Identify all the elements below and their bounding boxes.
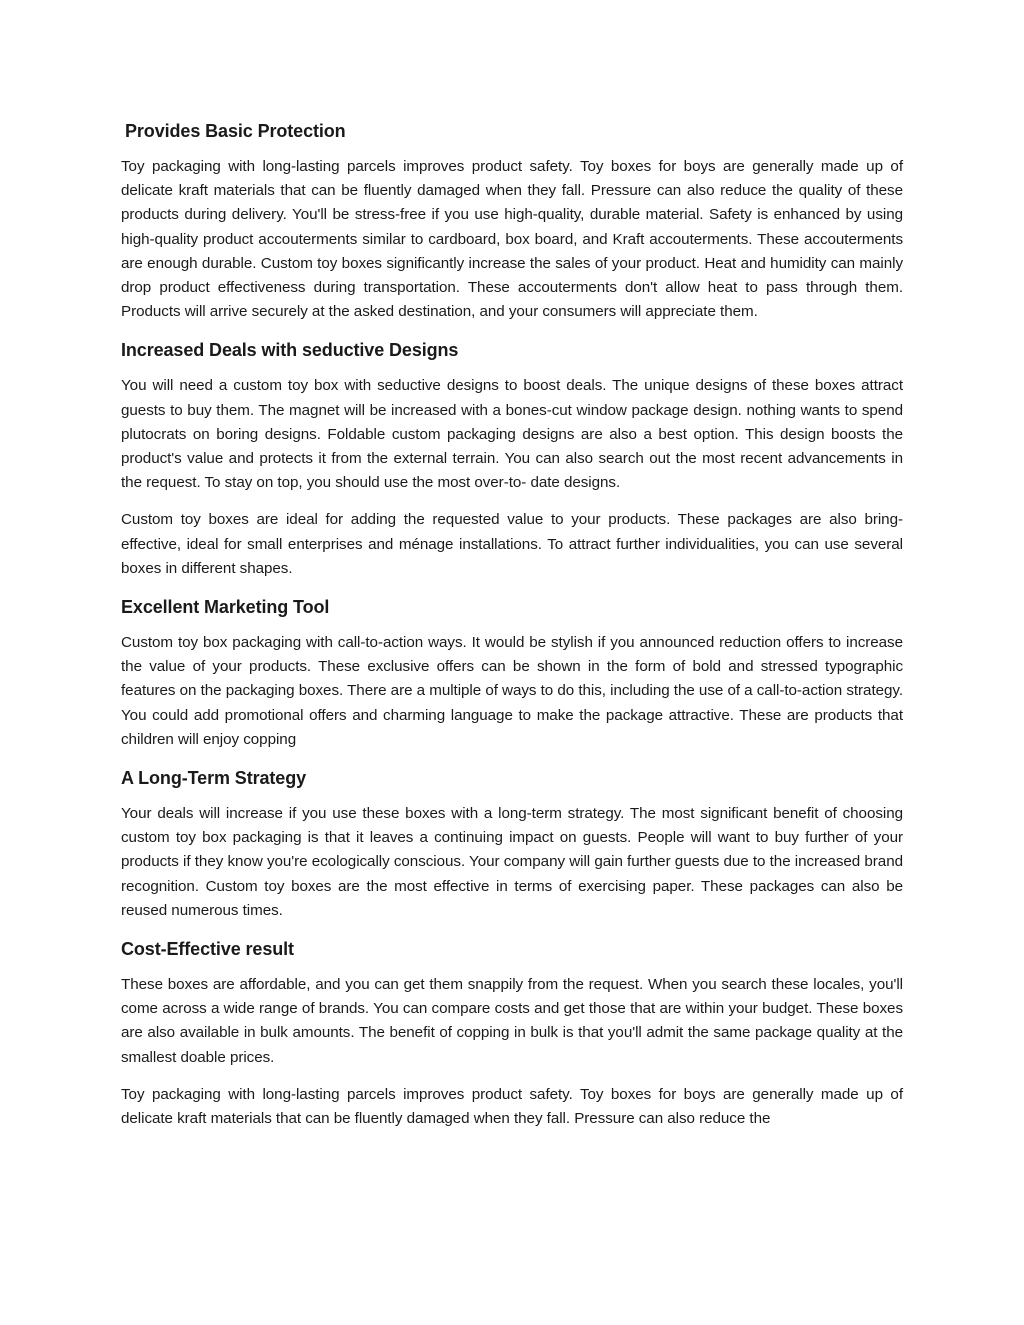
section-heading: A Long-Term Strategy bbox=[121, 768, 307, 789]
section-heading: Increased Deals with seductive Designs bbox=[121, 340, 459, 361]
section-heading: Excellent Marketing Tool bbox=[121, 597, 330, 618]
document-page bbox=[121, 118, 903, 1144]
paragraph: Custom toy box packaging with call-to-action ways. It would be stylish if you announced reduction offers to increase the value of your products. These exclusive offers can be shown in the form of bold and stressed typographic features on the packaging boxes. There are a multiple of ways to do this, including the use of a call-to-action strategy. You could add promotional offers and charming language to make the package attractive. These are products that children will enjoy copping bbox=[121, 634, 903, 748]
paragraph: Your deals will increase if you use these boxes with a long-term strategy. The most significant benefit of choosing custom toy box packaging is that it leaves a continuing impact on guests. People will want to buy further of your products if they know you're ecologically conscious. Your company will gain further guests due to the increased brand recognition. Custom toy boxes are the most effective in terms of exercising paper. These packages can also be reused numerous times. bbox=[121, 805, 903, 919]
section-seductive-designs bbox=[121, 337, 903, 581]
section-cost-effective bbox=[121, 936, 903, 1131]
paragraph: Toy packaging with long-lasting parcels improves product safety. Toy boxes for boys are generally made up of delicate kraft materials that can be fluently damaged when they fall. Pressure can also reduce the bbox=[121, 1085, 903, 1128]
paragraph: These boxes are affordable, and you can get them snappily from the request. When you search these locales, you'll come across a wide range of brands. You can compare costs and get those that are within your budget. These boxes are also available in bulk amounts. The benefit of copping in bulk is that you'll admit the same package quality at the smallest doable prices. bbox=[121, 976, 903, 1066]
section-heading: Cost-Effective result bbox=[121, 939, 294, 960]
section-marketing-tool bbox=[121, 594, 903, 752]
section-heading: Provides Basic Protection bbox=[125, 121, 346, 141]
section-basic-protection bbox=[121, 118, 903, 324]
section-long-term-strategy bbox=[121, 765, 903, 923]
paragraph: You will need a custom toy box with seductive designs to boost deals. The unique designs of these boxes attract guests to buy them. The magnet will be increased with a bones-cut window package design. nothing wants to spend plutocrats on boring designs. Foldable custom packaging designs are also a best option. This design boosts the product's value and protects it from the external terrain. You can also search out the most recent advancements in the request. To stay on top, you should use the most over-to- date designs. bbox=[121, 377, 903, 492]
paragraph: Toy packaging with long-lasting parcels improves product safety. Toy boxes for boys are generally made up of delicate kraft materials that can be fluently damaged when they fall. Pressure can also reduce the quality of these products during delivery. You'll be stress-free if you use high-quality, durable material. Safety is enhanced by using high-quality product accouterments similar to cardboard, box board, and Kraft accouterments. These accouterments are enough durable. Custom toy boxes significantly increase the sales of your product. Heat and humidity can mainly drop product effectiveness during transportation. These accouterments don't allow heat to pass through them. Products will arrive securely at the asked destination, and your consumers will appreciate them. bbox=[121, 158, 903, 321]
paragraph: Custom toy boxes are ideal for adding the requested value to your products. These packages are also bring-effective, ideal for small enterprises and ménage installations. To attract further individualities, you can use several boxes in different shapes. bbox=[121, 511, 903, 577]
